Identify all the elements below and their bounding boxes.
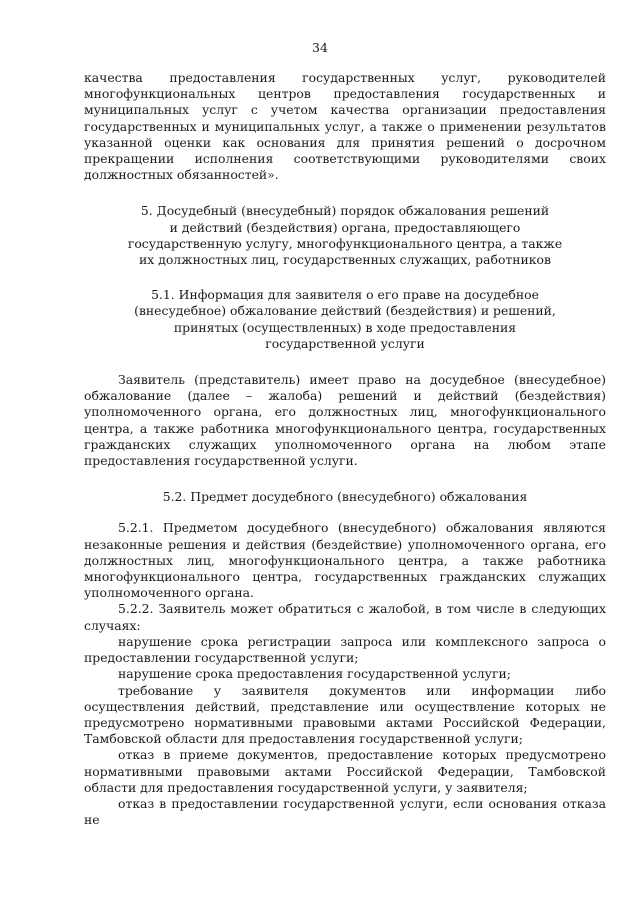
section-5-1-body: Заявитель (представитель) имеет право на досудебное (внесудебное) обжалование (далее – жалоба) решений и действий (бездействия) уполномоченного органа, его должностных лиц, многофункционального центра, а также работника многофункционального центра, государственных гражданских служащих уполномоченного органа на любом этапе предоставления государственной услуги. — [84, 372, 606, 469]
section-5-2-heading: 5.2. Предмет досудебного (внесудебного) обжалования — [162, 489, 528, 505]
section-5-heading — [84, 203, 606, 268]
list-item: отказ в предоставлении государственной услуги, если основания отказа не — [84, 795, 606, 828]
heading-line: государственной услуги — [265, 335, 425, 351]
heading-line: 5.1. Информация для заявителя о его праве на досудебное — [151, 287, 539, 303]
heading-line: государственную услугу, многофункционального центра, а также — [127, 235, 563, 251]
list-item: нарушение срока регистрации запроса или комплексного запроса о предоставлении государственной услуги; — [84, 633, 606, 666]
list-item: требование у заявителя документов или информации либо осуществления действий, представление или осуществление которых не предусмотрено нормативными правовыми актами Российской Федерации, Тамбовской области для предоставления государственной услуги; — [84, 682, 606, 747]
heading-line: их должностных лиц, государственных служащих, работников — [139, 252, 551, 268]
page-number: 34 — [312, 40, 328, 55]
heading-line: принятых (осуществленных) в ходе предоставления — [173, 319, 517, 335]
list-item: отказ в приеме документов, предоставление которых предусмотрено нормативными правовыми актами Российской Федерации, Тамбовской области для предоставления государственной услуги, у заявителя; — [84, 747, 606, 795]
list-item: нарушение срока предоставления государственной услуги; — [118, 666, 511, 682]
section-5-1-heading — [84, 287, 606, 352]
heading-line: и действий (бездействия) органа, предоставляющего — [169, 219, 521, 235]
heading-line: 5. Досудебный (внесудебный) порядок обжалования решений — [140, 203, 550, 219]
paragraph-5-2-1: 5.2.1. Предметом досудебного (внесудебного) обжалования являются незаконные решения и действия (бездействие) уполномоченного органа, его должностных лиц, многофункционального центра, а также работника многофункционального центра, государственных гражданских служащих уполномоченного органа. — [84, 520, 606, 601]
heading-line: (внесудебное) обжалование действий (бездействия) и решений, — [134, 303, 556, 319]
paragraph-5-2-2: 5.2.2. Заявитель может обратиться с жалобой, в том числе в следующих случаях: — [84, 601, 606, 633]
intro-paragraph: качества предоставления государственных услуг, руководителей многофункциональных центров предоставления государственных и муниципальных услуг с учетом качества организации предоставления государственных и муниципальных услуг, а также о применении результатов указанной оценки как основания для принятия решений о досрочном прекращении исполнения соответствующими руководителями своих должностных обязанностей». — [84, 70, 606, 183]
document-body — [84, 70, 606, 828]
